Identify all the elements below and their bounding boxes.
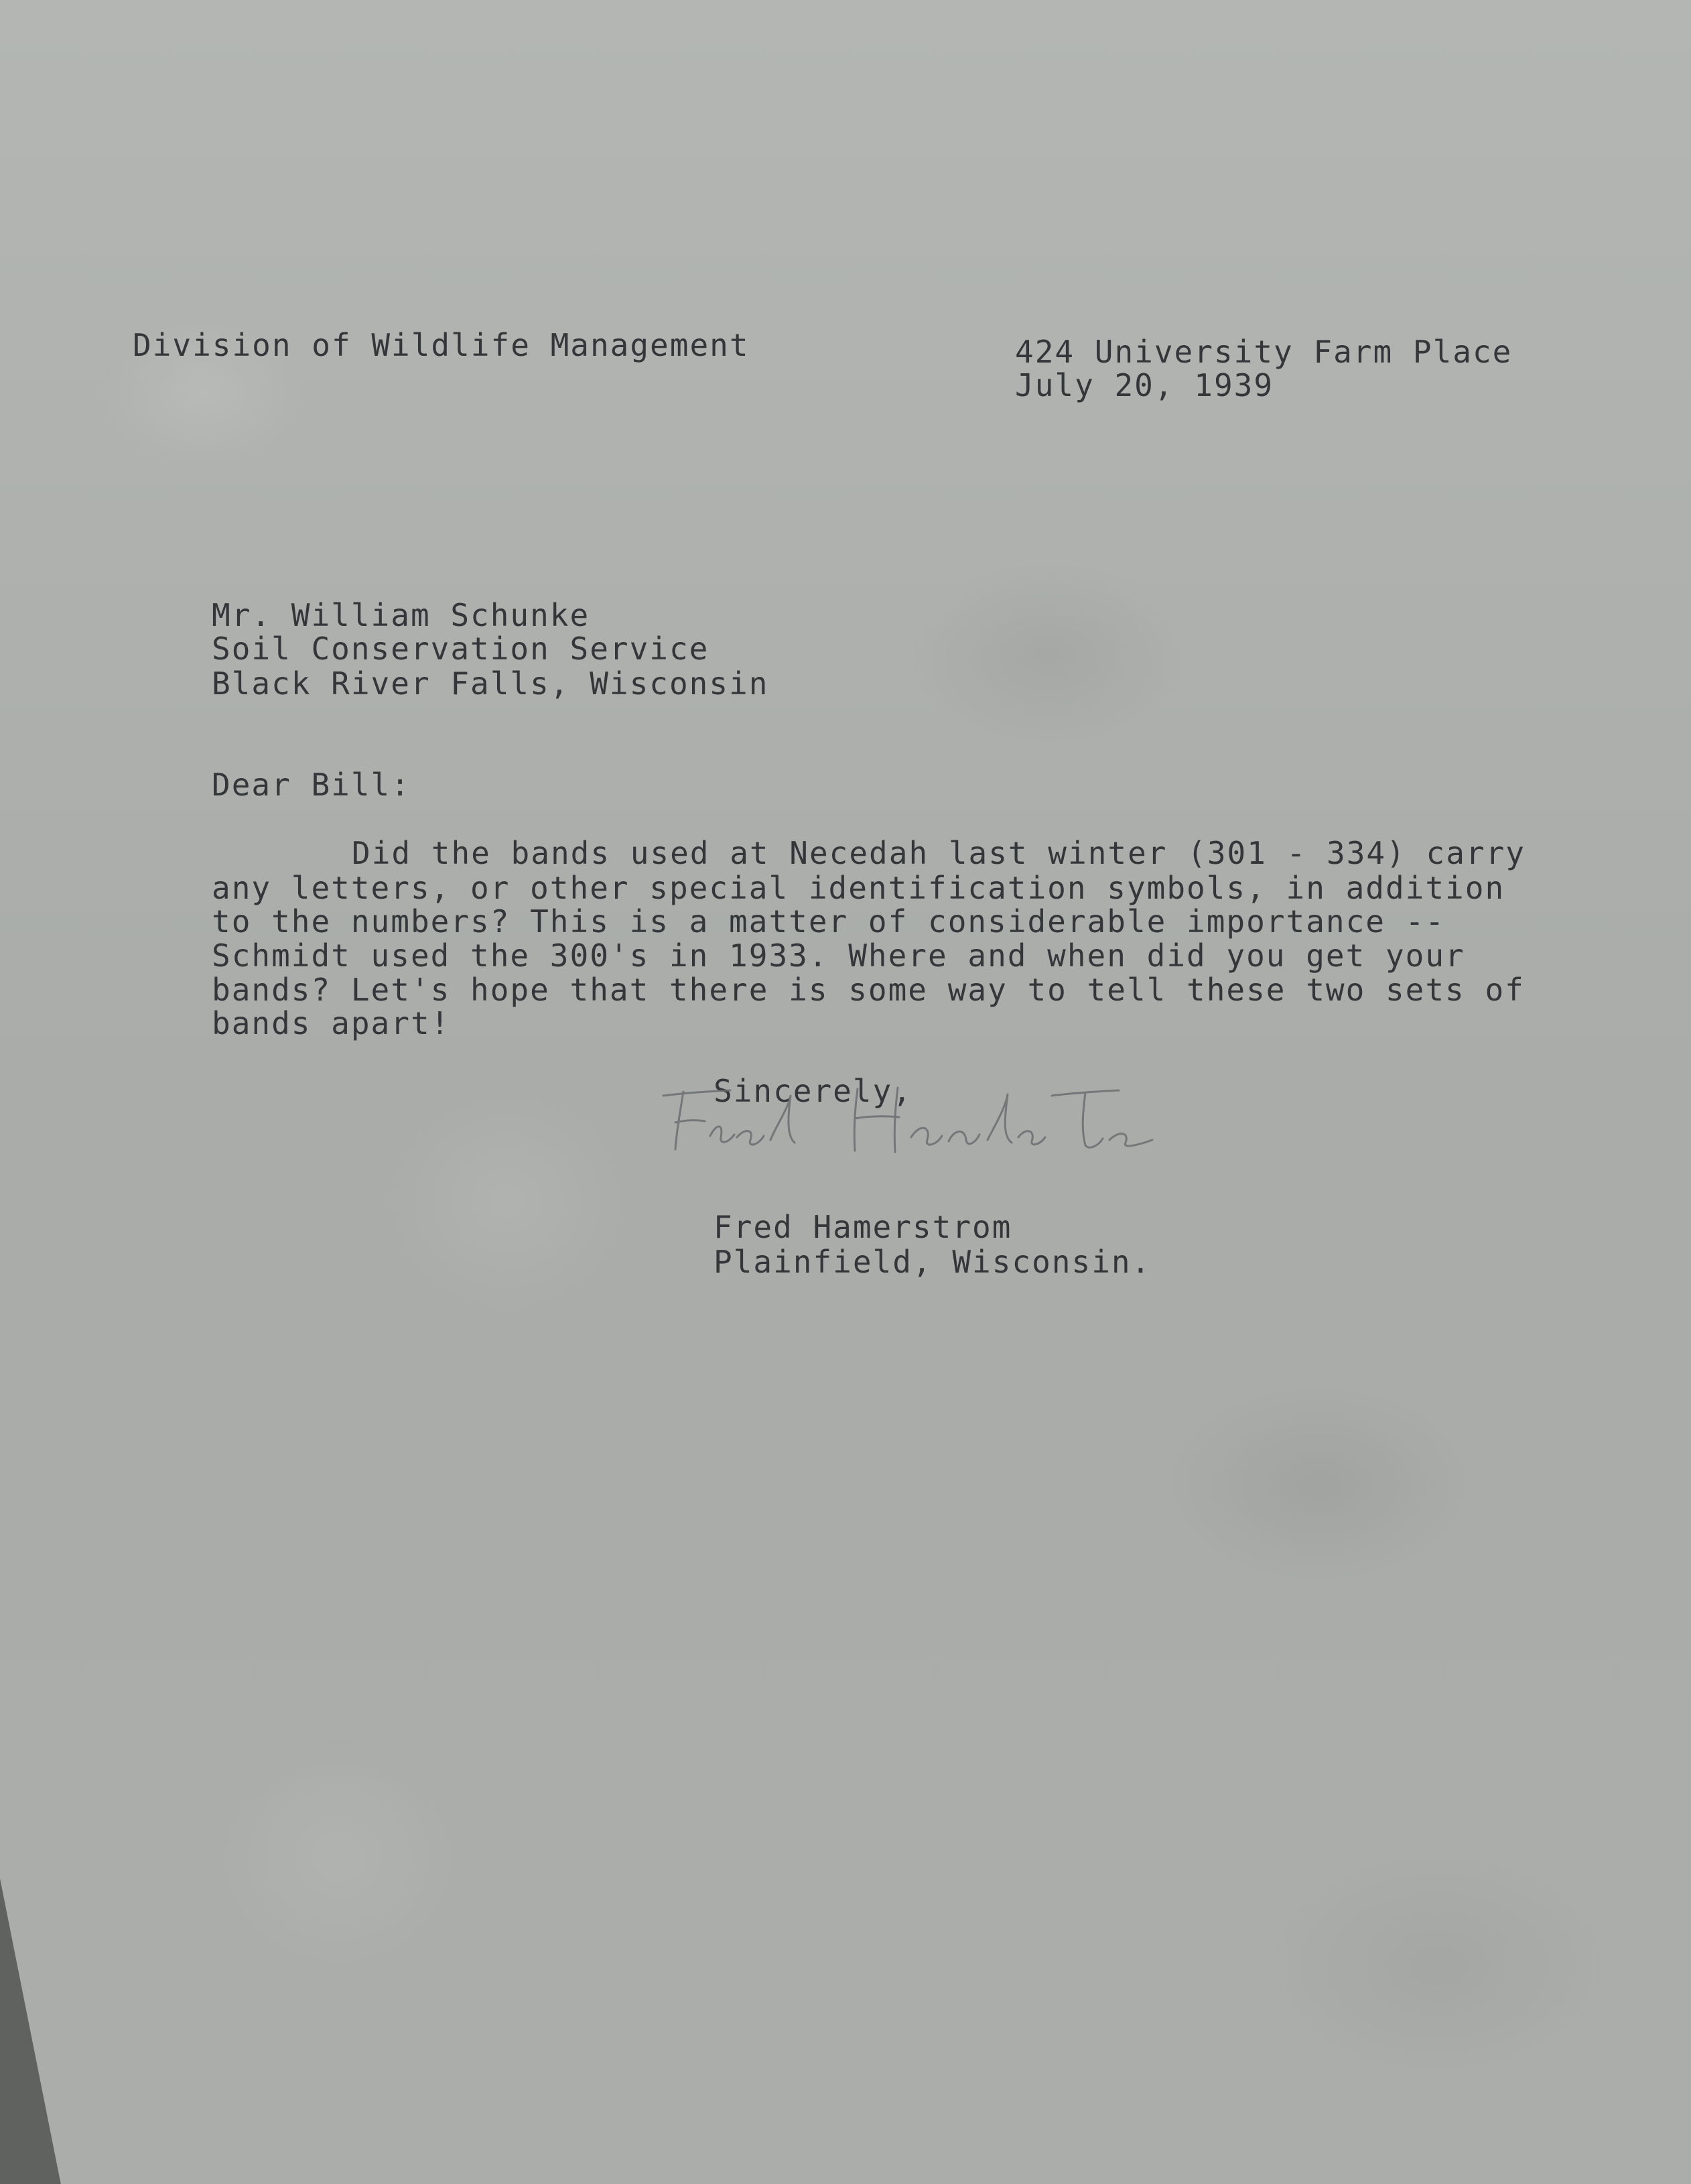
letterhead-organization: Division of Wildlife Management — [133, 327, 750, 363]
body-line: to the numbers? This is a matter of considerable importance -- — [212, 903, 1446, 940]
body-line: Schmidt used the 300's in 1933. Where and when did you get your — [212, 938, 1465, 974]
body-line: bands apart! — [212, 1005, 451, 1041]
salutation: Dear Bill: — [212, 767, 411, 803]
body-line: bands? Let's hope that there is some way to tell these two sets of — [212, 972, 1525, 1008]
letter-date: July 20, 1939 — [1015, 367, 1274, 403]
body-line: any letters, or other special identification symbols, in addition — [212, 870, 1505, 906]
signer-name: Fred Hamerstrom — [714, 1209, 1012, 1245]
closing: Sincerely, — [714, 1073, 912, 1109]
recipient-name: Mr. William Schunke — [212, 597, 590, 633]
recipient-organization: Soil Conservation Service — [212, 631, 709, 667]
recipient-location: Black River Falls, Wisconsin — [212, 665, 769, 702]
body-line: Did the bands used at Necedah last winter (301 - 334) carry — [352, 835, 1526, 871]
sender-address: 424 University Farm Place — [1015, 334, 1513, 370]
signer-location: Plainfield, Wisconsin. — [714, 1244, 1152, 1280]
handwritten-signature — [657, 1073, 1166, 1169]
